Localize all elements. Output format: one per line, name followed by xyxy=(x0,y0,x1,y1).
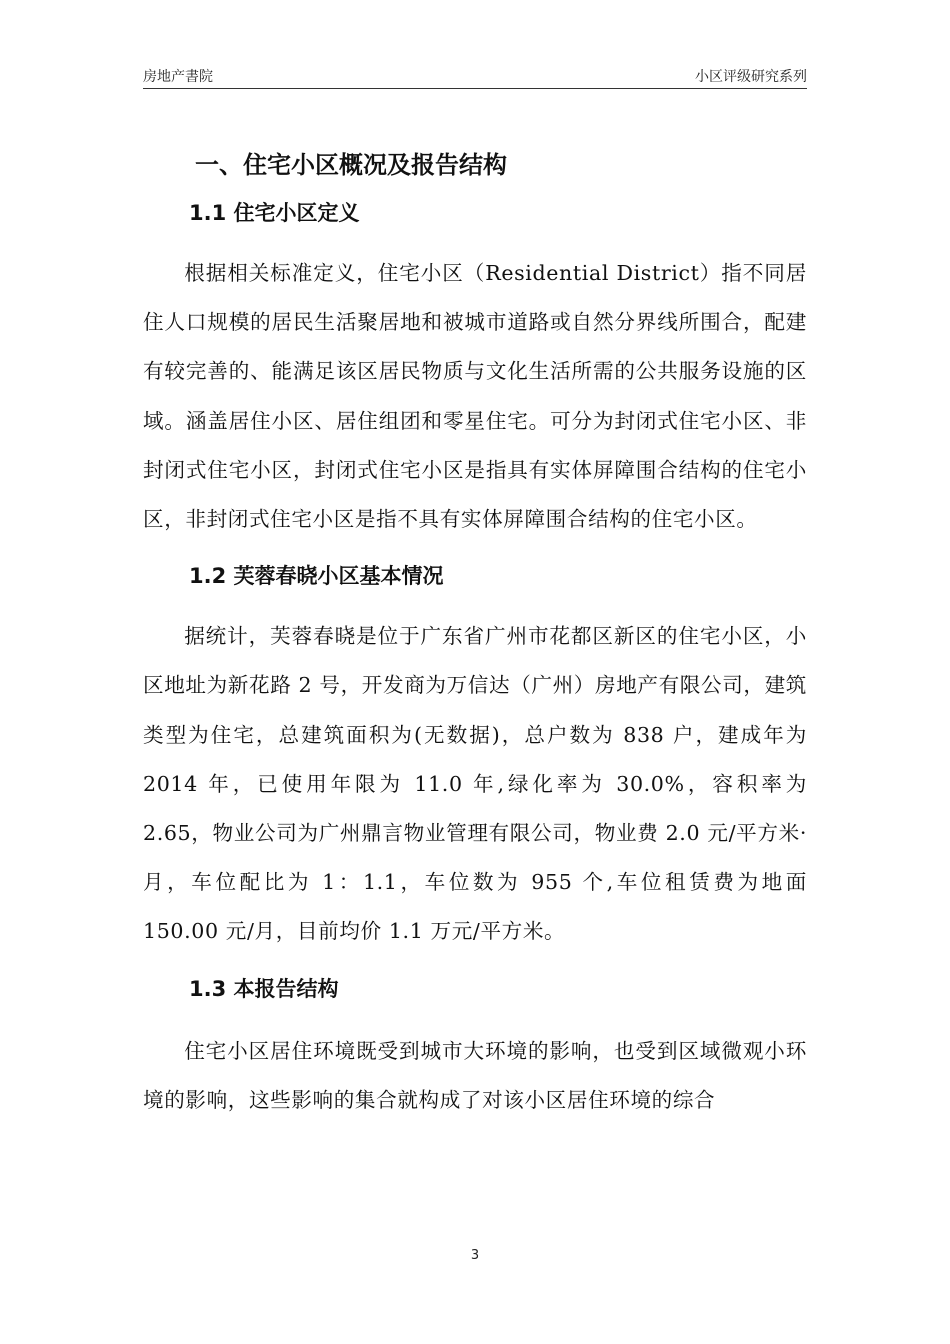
paragraph-definition: 根据相关标准定义，住宅小区（Residential District）指不同居住人口规模的居民生活聚居地和被城市道路或自然分界线所围合，配建有较完善的、能满足该区居民物质与文化生活所需的公共服务设施的区域。涵盖居住小区、居住组团和零星住宅。可分为封闭式住宅小区、非封闭式住宅小区，封闭式住宅小区是指具有实体屏障围合结构的住宅小区，非封闭式住宅小区是指不具有实体屏障围合结构的住宅小区。 xyxy=(143,261,807,532)
page-header xyxy=(143,66,807,89)
page-number: 3 xyxy=(470,1248,480,1263)
paragraph-basic-info: 据统计，芙蓉春晓是位于广东省广州市花都区新区的住宅小区，小区地址为新花路 2 号，开发商为万信达（广州）房地产有限公司，建筑类型为住宅，总建筑面积为(无数据)，总户数为 838 户，建成年为 2014 年，已使用年限为 11.0 年,绿化率为 30.0%，容积率为 2.65，物业公司为广州鼎言物业管理有限公司，物业费 2.0 元/平方米·月，车位配比为 1：1.1，车位数为 955 个,车位租赁费为地面 150.00 元/月，目前均价 1.1 万元/平方米。 xyxy=(143,624,807,944)
header-publisher: 房地产書院 xyxy=(143,69,213,85)
subsection-heading-report-structure: 1.3 本报告结构 xyxy=(189,976,339,1001)
subsection-heading-definition: 1.1 住宅小区定义 xyxy=(189,201,360,225)
paragraph-report-structure: 住宅小区居住环境既受到城市大环境的影响，也受到区域微观小环境的影响，这些影响的集合就构成了对该小区居住环境的综合 xyxy=(143,1038,807,1112)
subsection-heading-basic-info: 1.2 芙蓉春晓小区基本情况 xyxy=(189,564,444,589)
section-title: 一、住宅小区概况及报告结构 xyxy=(195,151,507,179)
header-series-title: 小区评级研究系列 xyxy=(695,69,807,85)
document-body xyxy=(143,140,807,1125)
